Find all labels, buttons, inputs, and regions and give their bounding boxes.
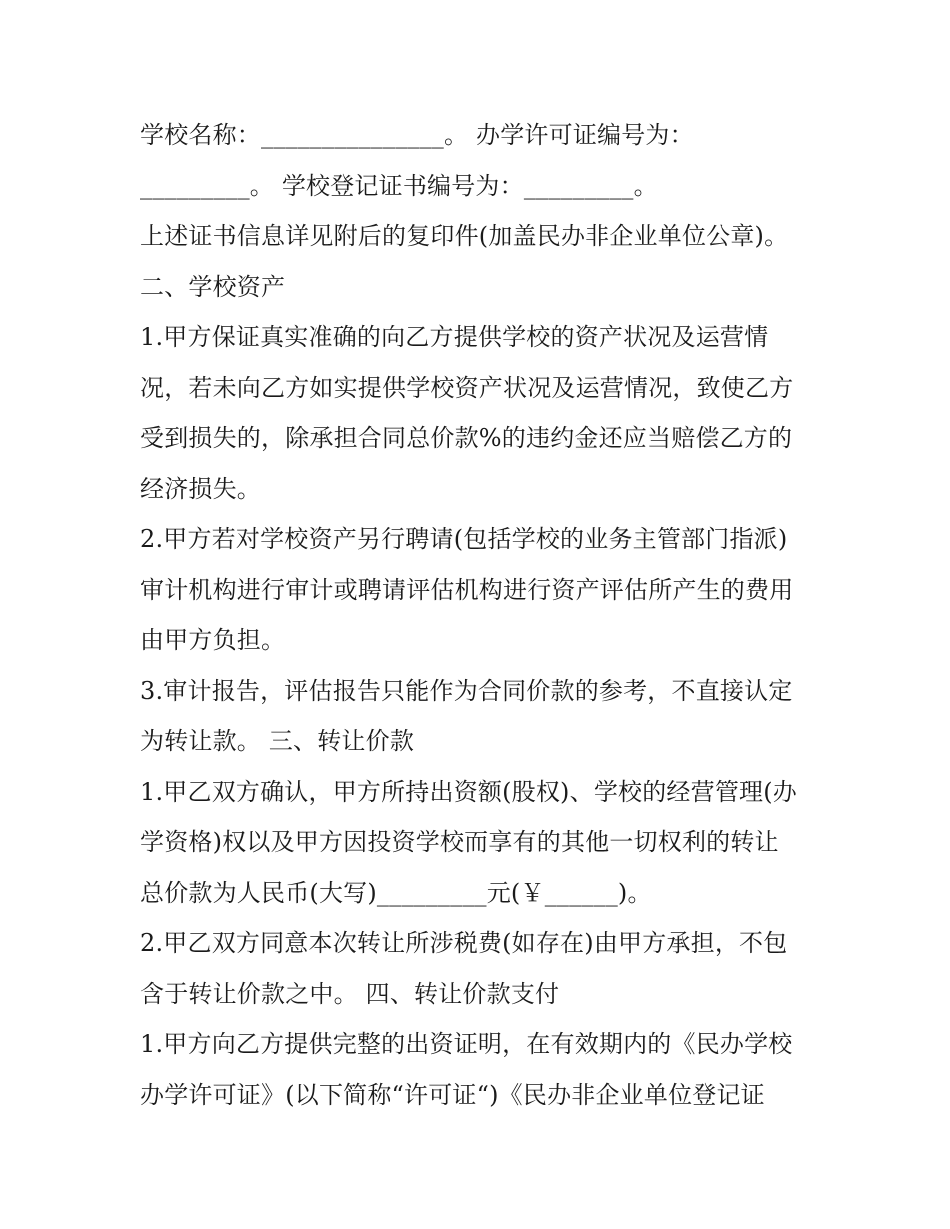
text-line: 含于转让价款之中。 四、转让价款支付 (140, 979, 560, 1008)
text-line: _________。 学校登记证书编号为：_________。 (140, 171, 658, 200)
document-page (140, 110, 820, 1120)
text-line: 2.甲方若对学校资产另行聘请(包括学校的业务主管部门指派) (140, 525, 788, 553)
text-line: 学资格)权以及甲方因投资学校而享有的其他一切权利的转让 (140, 828, 779, 856)
text-line: 经济损失。 (140, 474, 261, 503)
text-line: 况，若未向乙方如实提供学校资产状况及运营情况，致使乙方 (140, 373, 794, 402)
text-line: 1.甲方向乙方提供完整的出资证明，在有效期内的《民办学校 (140, 1030, 793, 1058)
text-line: 学校名称：_______________。 办学许可证编号为： (140, 121, 694, 149)
text-line: 3.审计报告，评估报告只能作为合同价款的参考，不直接认定 (140, 676, 793, 705)
text-line: 1.甲乙双方确认，甲方所持出资额(股权)、学校的经营管理(办 (140, 777, 797, 806)
text-line: 审计机构进行审计或聘请评估机构进行资产评估所产生的费用 (140, 575, 794, 604)
text-line: 受到损失的，除承担合同总价款%的违约金还应当赔偿乙方的 (140, 424, 793, 452)
text-line: 为转让款。 三、转让价款 (140, 727, 415, 755)
text-line: 2.甲乙双方同意本次转让所涉税费(如存在)由甲方承担，不包 (140, 929, 788, 957)
text-line: 办学许可证》(以下简称“许可证“)《民办非企业单位登记证 (140, 1080, 765, 1109)
text-line: 总价款为人民币(大写)_________元(￥______)。 (140, 878, 652, 907)
text-line: 上述证书信息详见附后的复印件(加盖民办非企业单位公章)。 (140, 222, 789, 250)
section-heading: 二、学校资产 (140, 272, 286, 301)
text-line: 由甲方负担。 (140, 626, 286, 654)
text-line: 1.甲方保证真实准确的向乙方提供学校的资产状况及运营情 (140, 323, 769, 351)
